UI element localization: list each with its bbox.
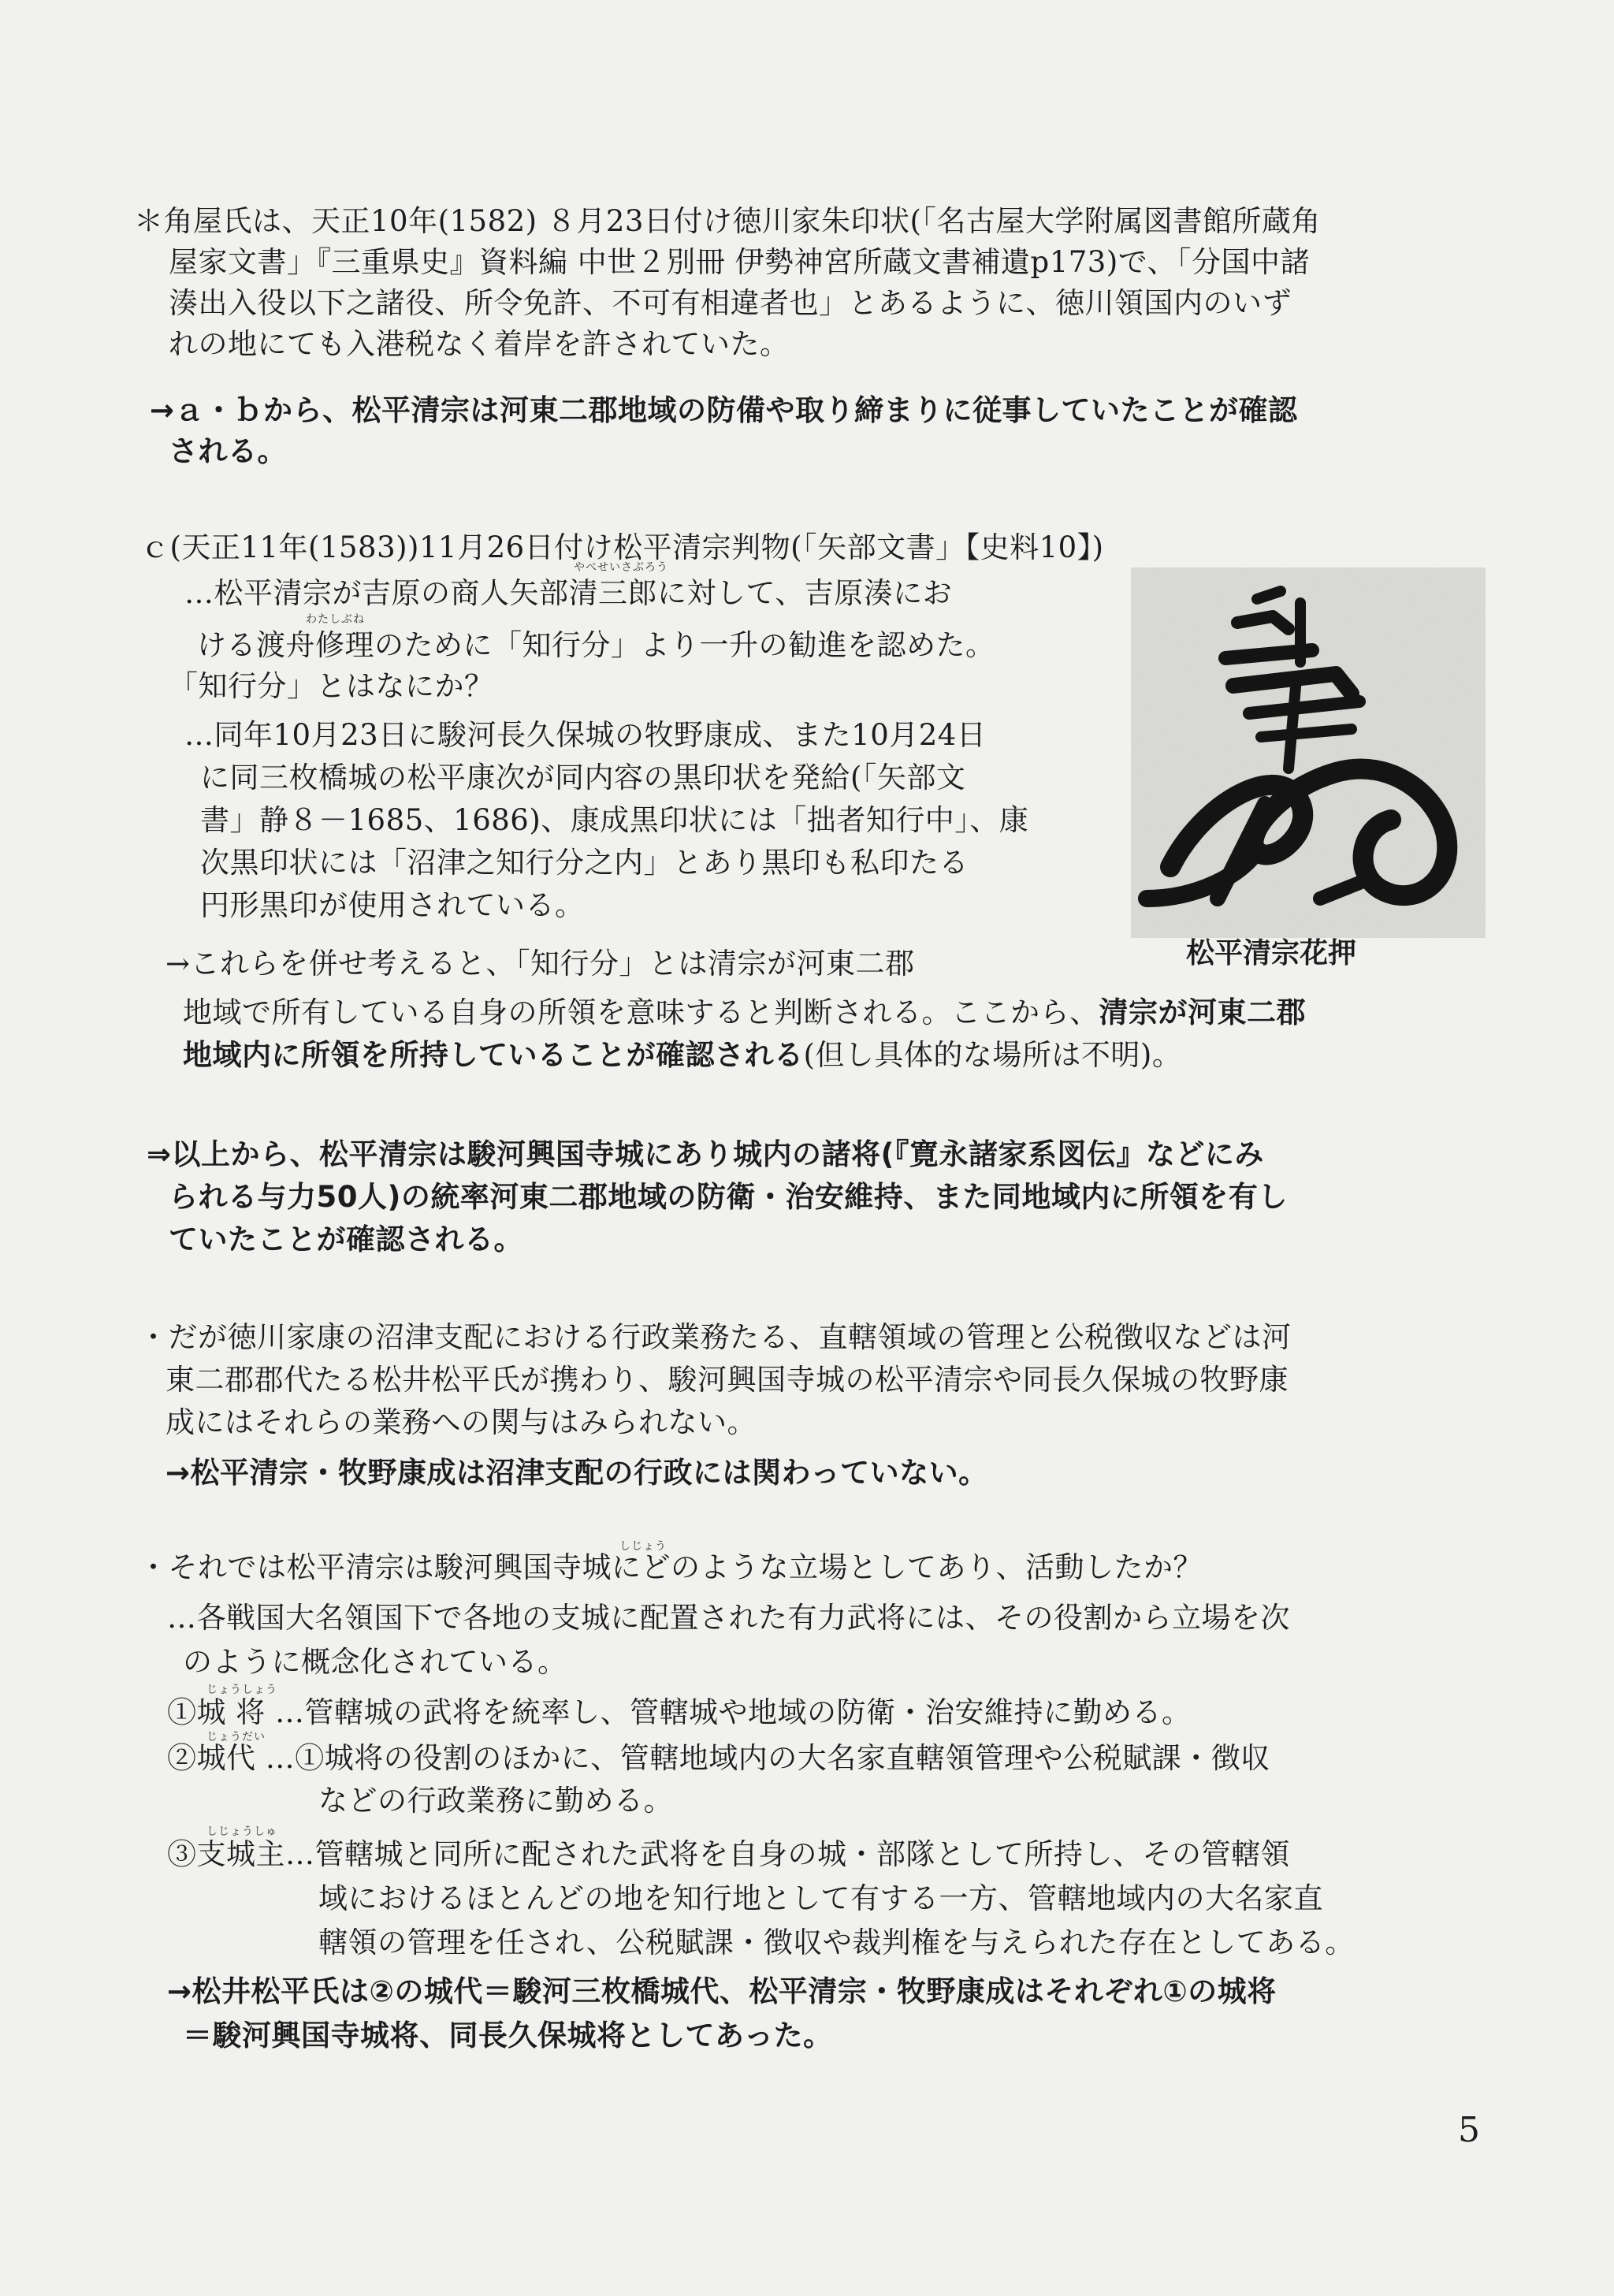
section-c-cont-2b: (但し具体的な場所は不明)。	[803, 1038, 1182, 1072]
note-conclusion-2: される。	[169, 434, 287, 468]
section-c-question: 「知行分」とはなにか？	[169, 669, 494, 703]
kao-signature-image	[1099, 567, 1486, 938]
note-conclusion-1: →ａ・ｂから、松平清宗は河東二郡地域の防備や取り締まりに従事していたことが確認	[150, 393, 1298, 427]
bullet2-intro-2: のように概念化されている。	[183, 1645, 567, 1679]
summary-line-2: られる与力50人)の統率河東二郡地域の防衛・治安維持、また同地域内に所領を有し	[169, 1180, 1288, 1214]
section-c-answer-3: 書」静８－1685、1686)、康成黒印状には「拙者知行中」、康	[200, 803, 1029, 837]
section-c-cont-1a: 地域で所有している自身の所領を意味すると判断される。ここから、	[183, 995, 1099, 1029]
section-c-answer-1: …同年10月23日に駿河長久保城の牧野康成、また10月24日	[184, 718, 987, 752]
bullet1-line-2: 東二郡郡代たる松井松平氏が携わり、駿河興国寺城の松平清宗や同長久保城の牧野康	[165, 1363, 1289, 1397]
section-c-answer-4: 次黒印状には「沼津之知行分之内」とあり黒印も私印たる	[200, 846, 969, 880]
summary-line-1: ⇒以上から、松平清宗は駿河興国寺城にあり城内の諸将(『寛永諸家系図伝』などにみ	[147, 1137, 1264, 1171]
bullet2-item-3-line-3: 轄領の管理を任され、公税賦課・徴収や裁判権を与えられた存在としてある。	[318, 1926, 1355, 1959]
section-c-cont-2	[183, 1037, 1181, 1074]
ruby-shijo: しじょう	[619, 1540, 667, 1553]
section-c-desc-2: ける渡舟修理のために「知行分」より一升の勧進を認めた。	[197, 628, 995, 662]
bullet2-conclusion-2: ＝駿河興国寺城将、同長久保城将としてあった。	[183, 2019, 833, 2052]
bullet2-conclusion-1: →松井松平氏は②の城代＝駿河三枚橋城代、松平清宗・牧野康成はそれぞれ①の城将	[167, 1974, 1277, 2008]
note-line-3: 湊出入役以下之諸役、所令免許、不可有相違者也」とあるように、徳川領国内のいず	[169, 286, 1292, 320]
note-line-1: ＊角屋氏は、天正10年(1582) ８月23日付け徳川家朱印状(「名古屋大学附属図書館所蔵角	[134, 204, 1321, 238]
section-c-cont-1	[183, 995, 1306, 1031]
section-c-cont-1b: 清宗が河東二郡	[1099, 995, 1306, 1029]
bullet2-item-2-line-2: などの行政業務に勤める。	[318, 1784, 673, 1818]
bullet2-question: ・それでは松平清宗は駿河興国寺城にどのような立場としてあり、活動したか？	[139, 1550, 1203, 1584]
bullet1-line-1: ・だが徳川家康の沼津支配における行政業務たる、直轄領域の管理と公税徴収などは河	[139, 1320, 1292, 1354]
section-c-heading: ｃ(天正11年(1583))11月26日付け松平清宗判物(「矢部文書」【史料10】)	[140, 530, 1104, 564]
ruby-yabe: やべせいさぶろう	[574, 561, 668, 574]
ruby-shijoshu: しじょうしゅ	[206, 1825, 277, 1838]
note-line-2: 屋家文書」『三重県史』資料編 中世２別冊 伊勢神宮所蔵文書補遺p173)で、「分国中諸	[169, 245, 1311, 279]
bullet2-item-3-line-1: ③支城主…管轄城と同所に配された武将を自身の城・部隊として所持し、その管轄領	[167, 1837, 1290, 1871]
section-c-arrow-line: →これらを併せ考えると、「知行分」とは清宗が河東二郡	[165, 947, 915, 981]
ruby-jodai: じょうだい	[206, 1731, 266, 1743]
bullet2-item-3-line-2: 域におけるほとんどの地を知行地として有する一方、管轄地域内の大名家直	[318, 1881, 1323, 1915]
bullet1-line-3: 成にはそれらの業務への関与はみられない。	[165, 1405, 757, 1439]
bullet1-conclusion: →松平清宗・牧野康成は沼津支配の行政には関わっていない。	[165, 1456, 988, 1490]
page-number: 5	[1458, 2110, 1480, 2150]
section-c-desc-1: …松平清宗が吉原の商人矢部清三郎に対して、吉原湊にお	[184, 576, 953, 610]
ruby-watashibune: わたしぶね	[306, 613, 365, 626]
note-line-4: れの地にても入港税なく着岸を許されていた。	[169, 327, 790, 361]
bullet2-item-1: ①城 将 …管轄城の武将を統率し、管轄城や地域の防衛・治安維持に勤める。	[167, 1695, 1192, 1729]
ruby-josho: じょうしょう	[206, 1684, 277, 1696]
section-c-answer-5: 円形黒印が使用されている。	[200, 888, 585, 922]
kao-caption: 松平清宗花押	[1186, 937, 1357, 969]
summary-line-3: ていたことが確認される。	[169, 1222, 523, 1256]
bullet2-intro-1: …各戦国大名領国下で各地の支城に配置された有力武将には、その役割から立場を次	[167, 1601, 1290, 1635]
section-c-answer-2: に同三枚橋城の松平康次が同内容の黒印状を発給(「矢部文	[200, 761, 966, 794]
bullet2-item-2-line-1: ②城代 …①城将の役割のほかに、管轄地域内の大名家直轄領管理や公税賦課・徴収	[167, 1741, 1270, 1775]
section-c-cont-2a: 地域内に所領を所持していることが確認される	[183, 1038, 804, 1072]
